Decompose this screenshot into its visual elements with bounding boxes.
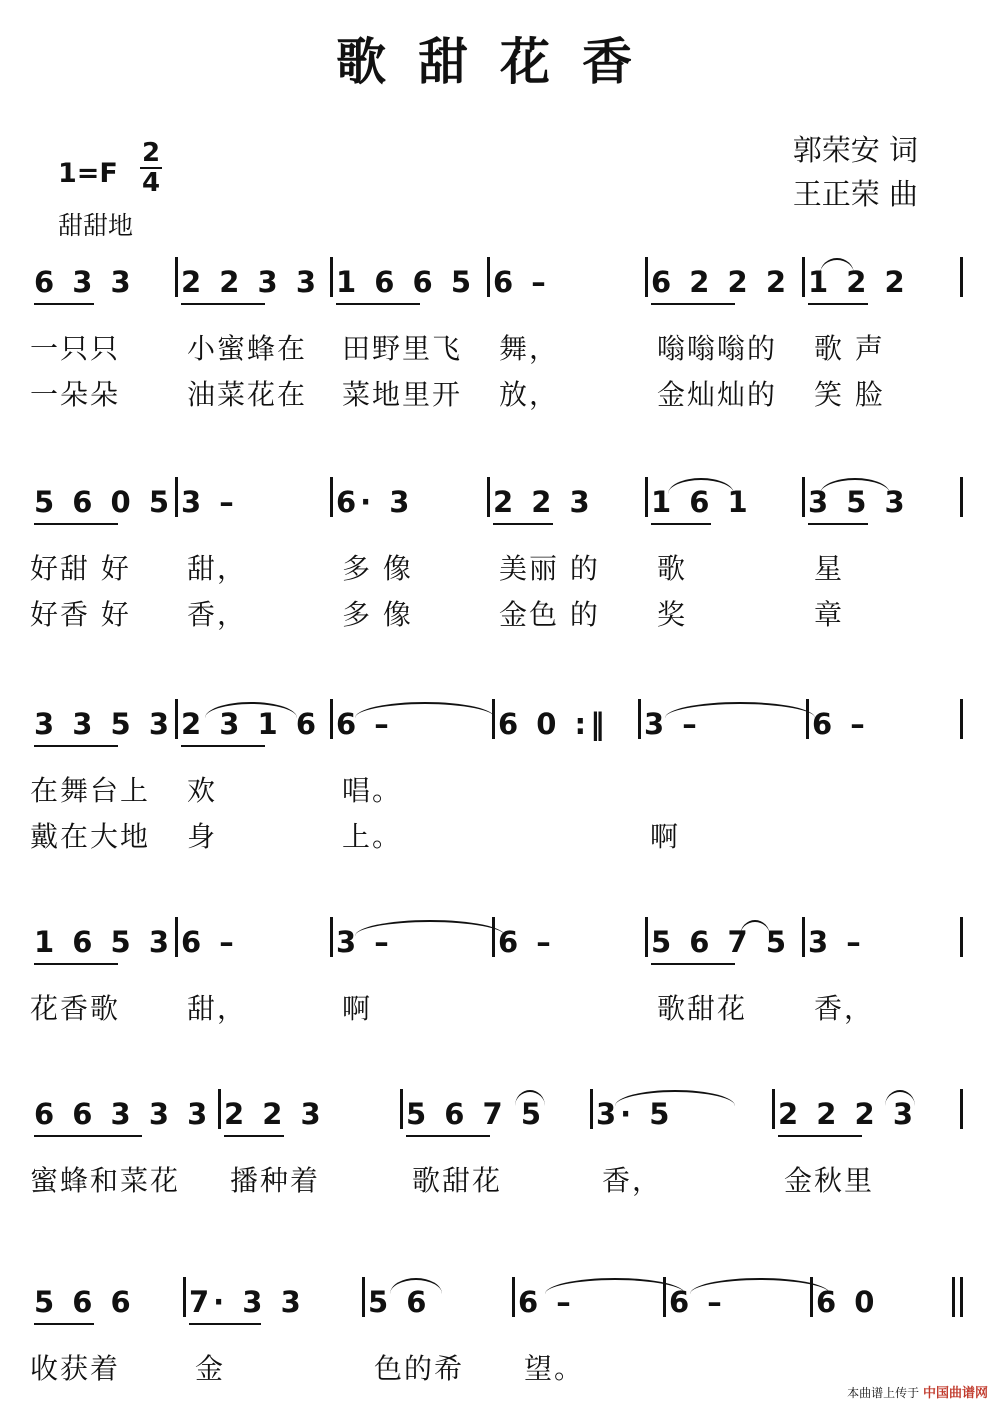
measure-notes: 5 6 0 5 xyxy=(34,485,174,519)
bar-line xyxy=(512,1277,515,1317)
measure-notes: 2 2 3 xyxy=(493,485,594,519)
bar-line xyxy=(802,477,805,517)
key-signature: 1=F xyxy=(58,158,118,189)
slur xyxy=(690,1278,830,1294)
time-signature xyxy=(140,140,162,196)
measure-notes: 1 6 6 5 xyxy=(336,265,476,299)
lyric-verse-2: 笑 脸 xyxy=(814,378,885,411)
bar-line xyxy=(960,477,963,517)
site-logo: 中国曲谱网 xyxy=(922,1386,988,1401)
bar-line xyxy=(175,917,178,957)
lyric-verse-1: 啊 xyxy=(342,992,373,1025)
measure-notes: 5 6 7 5 xyxy=(651,925,791,959)
lyric-verse-2: 多 像 xyxy=(342,598,413,631)
measure-notes: 3 – xyxy=(336,925,393,959)
measure-notes: 6 0 :‖ xyxy=(498,707,609,741)
lyric-verse-2: 奖 xyxy=(657,598,688,631)
lyric-verse-1: 美丽 的 xyxy=(499,552,600,585)
lyricist-credit: 郭荣安 词 xyxy=(792,133,918,167)
bar-line xyxy=(400,1089,403,1129)
lyric-verse-1: 田野里飞 xyxy=(342,332,463,365)
beam-underline xyxy=(189,1323,261,1325)
beam-underline xyxy=(34,1135,142,1137)
beam-underline xyxy=(336,303,420,305)
lyric-verse-2: 上。 xyxy=(342,820,403,853)
bar-line xyxy=(492,917,495,957)
lyric-verse-1: 在舞台上 xyxy=(30,774,151,807)
measure-notes: 5 6 xyxy=(368,1285,431,1319)
lyric-verse-1: 香， xyxy=(814,992,875,1025)
tempo-marking: 甜甜地 xyxy=(58,211,134,240)
measure-notes: 6 – xyxy=(181,925,238,959)
beam-underline xyxy=(493,523,553,525)
song-title: 歌甜花香 xyxy=(336,32,664,91)
measure-notes: 5 6 7 5 xyxy=(406,1097,546,1131)
slur xyxy=(355,920,505,936)
measure-notes: 6 – xyxy=(336,707,393,741)
lyric-verse-2: 金灿灿的 xyxy=(657,378,778,411)
beam-underline xyxy=(808,303,868,305)
lyric-verse-2: 身 xyxy=(187,820,218,853)
lyric-verse-2: 香， xyxy=(187,598,248,631)
bar-line xyxy=(638,699,641,739)
bar-line xyxy=(645,917,648,957)
bar-line xyxy=(487,257,490,297)
slur xyxy=(668,478,734,494)
lyric-verse-1: 歌甜花 xyxy=(657,992,748,1025)
lyric-verse-1: 甜， xyxy=(187,992,248,1025)
measure-notes: 3 – xyxy=(808,925,865,959)
measure-notes: 3 3 5 3 xyxy=(34,707,174,741)
measure-notes: 5 6 6 xyxy=(34,1285,135,1319)
measure-notes: 2 2 2 3 xyxy=(778,1097,918,1131)
lyric-verse-1: 花香歌 xyxy=(30,992,121,1025)
lyric-verse-1: 歌 xyxy=(657,552,688,585)
measure-notes: 1 6 1 xyxy=(651,485,752,519)
measure-notes: 1 2 2 xyxy=(808,265,909,299)
measure-notes: 6 – xyxy=(669,1285,726,1319)
slur xyxy=(515,1090,545,1106)
measure-notes: 2 2 3 3 xyxy=(181,265,321,299)
final-bar-line xyxy=(952,1277,955,1317)
bar-line xyxy=(960,917,963,957)
time-bottom: 4 xyxy=(141,168,161,198)
lyric-verse-1: 歌 声 xyxy=(814,332,885,365)
bar-line xyxy=(175,699,178,739)
bar-line xyxy=(330,917,333,957)
measure-notes: 6· 3 xyxy=(336,485,414,519)
beam-underline xyxy=(651,963,735,965)
beam-underline xyxy=(224,1135,284,1137)
lyric-verse-1: 好甜 好 xyxy=(30,552,131,585)
lyric-verse-2: 菜地里开 xyxy=(342,378,463,411)
slur xyxy=(820,478,890,494)
beam-underline xyxy=(808,523,868,525)
lyric-verse-1: 金秋里 xyxy=(784,1164,875,1197)
lyric-verse-1: 歌甜花 xyxy=(412,1164,503,1197)
bar-line xyxy=(492,699,495,739)
lyric-verse-2: 放， xyxy=(499,378,560,411)
slur xyxy=(665,702,815,718)
measure-notes: 1 6 5 3 xyxy=(34,925,174,959)
beam-underline xyxy=(34,745,118,747)
lyric-verse-1: 香， xyxy=(602,1164,663,1197)
bar-line xyxy=(802,917,805,957)
bar-line xyxy=(590,1089,593,1129)
measure-notes: 2 3 1 6 xyxy=(181,707,321,741)
beam-underline xyxy=(181,303,265,305)
lyric-verse-2: 章 xyxy=(814,598,845,631)
measure-notes: 7· 3 3 xyxy=(189,1285,305,1319)
lyric-verse-2: 油菜花在 xyxy=(187,378,308,411)
bar-line xyxy=(960,1277,963,1317)
beam-underline xyxy=(778,1135,862,1137)
lyric-verse-1: 舞， xyxy=(499,332,560,365)
beam-underline xyxy=(34,303,94,305)
measure-notes: 3 5 3 xyxy=(808,485,909,519)
bar-line xyxy=(330,477,333,517)
lyric-verse-2: 金色 的 xyxy=(499,598,600,631)
measure-notes: 2 2 3 xyxy=(224,1097,325,1131)
bar-line xyxy=(645,477,648,517)
lyric-verse-1: 色的希 xyxy=(374,1352,465,1385)
lyric-verse-1: 金 xyxy=(195,1352,226,1385)
bar-line xyxy=(645,257,648,297)
lyric-verse-1: 收获着 xyxy=(30,1352,121,1385)
bar-line xyxy=(960,699,963,739)
time-top: 2 xyxy=(141,138,161,168)
lyric-verse-1: 望。 xyxy=(524,1352,585,1385)
measure-notes: 6 6 3 3 3 xyxy=(34,1097,212,1131)
bar-line xyxy=(806,699,809,739)
bar-line xyxy=(772,1089,775,1129)
measure-notes: 6 – xyxy=(498,925,555,959)
footer-text: 本曲谱上传于 xyxy=(847,1386,920,1400)
footer xyxy=(847,1382,988,1401)
lyric-verse-1: 嗡嗡嗡的 xyxy=(657,332,778,365)
bar-line xyxy=(960,257,963,297)
lyric-verse-1: 甜， xyxy=(187,552,248,585)
beam-underline xyxy=(651,303,735,305)
lyric-verse-1: 唱。 xyxy=(342,774,403,807)
lyric-verse-1: 播种着 xyxy=(230,1164,321,1197)
lyric-verse-1: 蜜蜂和菜花 xyxy=(30,1164,181,1197)
bar-line xyxy=(175,477,178,517)
beam-underline xyxy=(651,523,711,525)
slur xyxy=(885,1090,915,1106)
slur xyxy=(205,702,297,718)
lyric-verse-1: 星 xyxy=(814,552,845,585)
bar-line xyxy=(487,477,490,517)
slur xyxy=(390,1278,442,1294)
slur xyxy=(355,702,495,718)
bar-line xyxy=(960,1089,963,1129)
measure-notes: 3· 5 xyxy=(596,1097,674,1131)
bar-line xyxy=(802,257,805,297)
lyric-verse-2: 啊 xyxy=(650,820,681,853)
beam-underline xyxy=(406,1135,490,1137)
lyric-verse-1: 多 像 xyxy=(342,552,413,585)
measure-notes: 3 – xyxy=(181,485,238,519)
lyric-verse-1: 欢 xyxy=(187,774,218,807)
beam-underline xyxy=(34,523,118,525)
beam-underline xyxy=(34,1323,94,1325)
bar-line xyxy=(330,699,333,739)
measure-notes: 6 3 3 xyxy=(34,265,135,299)
lyric-verse-2: 一朵朵 xyxy=(30,378,121,411)
bar-line xyxy=(183,1277,186,1317)
slur xyxy=(740,920,770,936)
composer-credit: 王正荣 曲 xyxy=(792,177,918,211)
beam-underline xyxy=(181,745,265,747)
measure-notes: 3 – xyxy=(644,707,701,741)
measure-notes: 6 2 2 2 xyxy=(651,265,791,299)
bar-line xyxy=(218,1089,221,1129)
lyric-verse-2: 戴在大地 xyxy=(30,820,151,853)
lyric-verse-1: 一只只 xyxy=(30,332,121,365)
measure-notes: 6 – xyxy=(812,707,869,741)
bar-line xyxy=(175,257,178,297)
measure-notes: 6 0 xyxy=(816,1285,879,1319)
measure-notes: 6 – xyxy=(493,265,550,299)
bar-line xyxy=(362,1277,365,1317)
measure-notes: 6 – xyxy=(518,1285,575,1319)
slur xyxy=(820,258,854,274)
bar-line xyxy=(330,257,333,297)
lyric-verse-1: 小蜜蜂在 xyxy=(187,332,308,365)
slur xyxy=(615,1090,735,1106)
lyric-verse-2: 好香 好 xyxy=(30,598,131,631)
beam-underline xyxy=(34,963,118,965)
